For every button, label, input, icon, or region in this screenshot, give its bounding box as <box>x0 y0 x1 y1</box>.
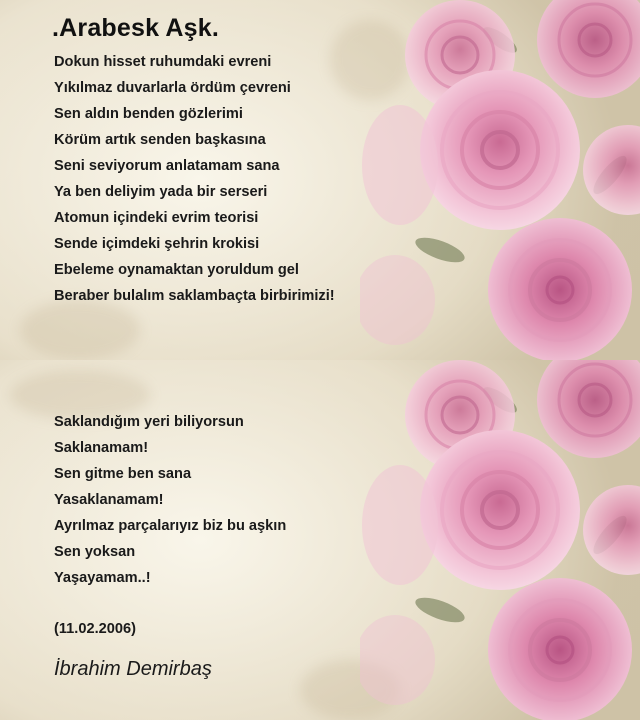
poem-line: Saklandığım yeri biliyorsun <box>54 414 244 430</box>
poem-line: Seni seviyorum anlatamam sana <box>54 158 280 174</box>
poem-line: Yıkılmaz duvarlarla ördüm çevreni <box>54 80 291 96</box>
poem-line: Ayrılmaz parçalarıyız biz bu aşkın <box>54 518 287 534</box>
poem-line: Ya ben deliyim yada bir serseri <box>54 184 268 200</box>
poem-line: Dokun hisset ruhumdaki evreni <box>54 54 272 70</box>
poem-line: Yasaklanamam! <box>54 492 164 508</box>
poem-panel-bottom <box>0 360 640 720</box>
poem-author: İbrahim Demirbaş <box>54 658 212 680</box>
poem-line: Sen yoksan <box>54 544 136 560</box>
poem-stanza-1 <box>54 49 335 309</box>
poem-line: Körüm artık senden başkasına <box>54 132 266 148</box>
poem-stanza-2 <box>54 409 286 591</box>
poem-line: Atomun içindeki evrim teorisi <box>54 210 259 226</box>
poem-line: Sen gitme ben sana <box>54 466 192 482</box>
poem-line: Sen aldın benden gözlerimi <box>54 106 243 122</box>
pink-roses-illustration <box>360 360 640 720</box>
poem-line: Saklanamam! <box>54 440 149 456</box>
poem-line: Sende içimdeki şehrin krokisi <box>54 236 260 252</box>
pink-roses-illustration <box>360 0 640 360</box>
poem-title: .Arabesk Aşk. <box>52 14 220 42</box>
poem-line: Yaşayamam..! <box>54 570 151 586</box>
poem-line: Ebeleme oynamaktan yoruldum gel <box>54 262 299 278</box>
poem-line: Beraber bulalım saklambaçta birbirimizi! <box>54 288 335 304</box>
poem-date: (11.02.2006) <box>54 621 136 637</box>
